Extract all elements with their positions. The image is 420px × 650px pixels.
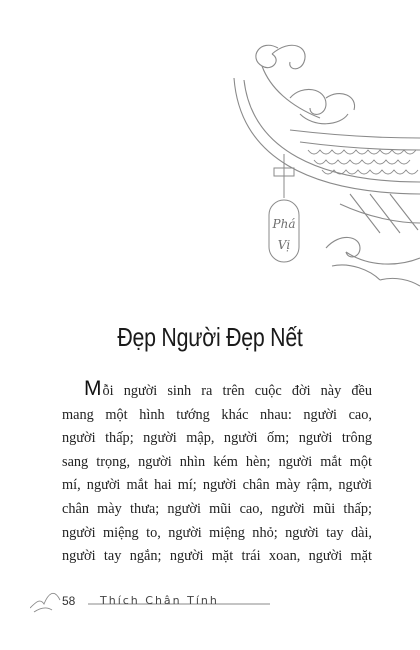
body-line: Mỗi người sinh ra trên cuộc đời này đều [84,377,372,400]
body-line: chân mày thưa; người mũi cao, người mũi thấp; [62,500,372,517]
seal-text-top: Phá [272,217,296,231]
author-name: Thích Chân Tính [100,594,219,607]
chapter-title: Đẹp Người Đẹp Nết [117,322,303,352]
seal-text-bottom: Vị [277,238,291,252]
body-line: người thấp; người mập, người ốm; người trông [62,430,372,447]
body-line: người miệng to, người miệng nhỏ; người tay dài, [62,524,372,541]
body-line: mang một hình tướng khác nhau: người cao, [62,406,372,423]
seal-stamp [266,154,302,264]
body-line: người tay ngắn; người mặt trái xoan, người mặt [62,548,372,565]
page-footer [30,584,270,620]
page-number: 58 [62,594,76,608]
drop-cap: M [84,377,102,400]
body-line: mí, người mắt hai mí; người chân mày rậm, người [62,477,372,494]
roof-illustration [230,18,420,293]
body-paragraph [62,377,372,569]
body-line: sang trọng, người nhìn kém hèn; người mắt một [62,453,372,470]
